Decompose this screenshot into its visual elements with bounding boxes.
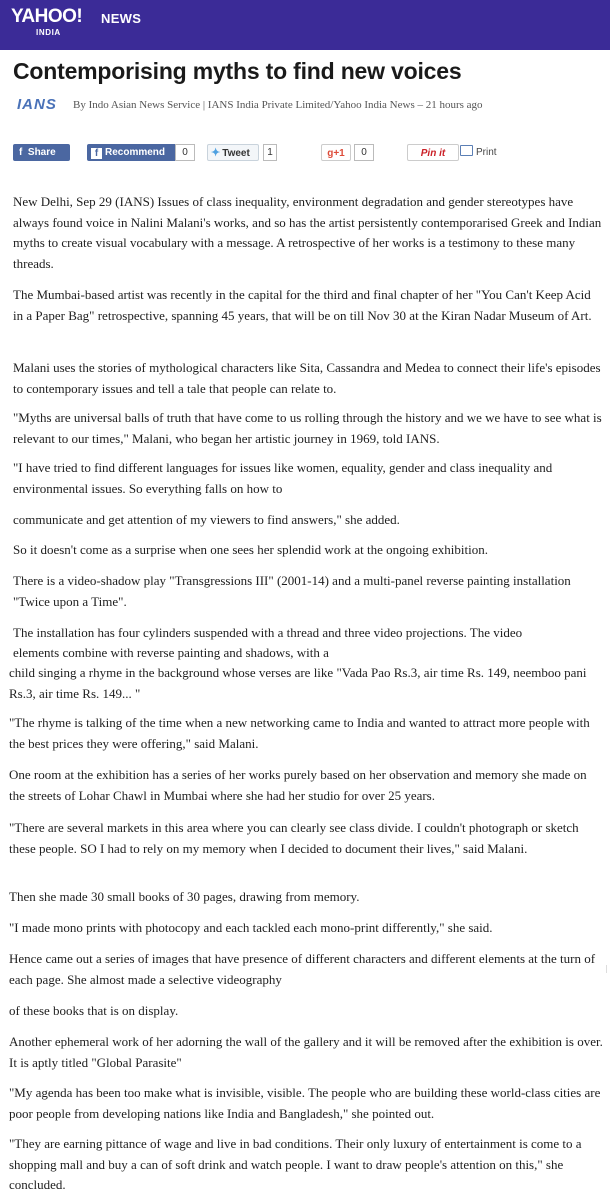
news-section-label[interactable]: NEWS — [101, 11, 142, 26]
article-paragraph: "The rhyme is talking of the time when a new networking came to India and wanted to attract more people with the best prices they were offering," said Malani. — [9, 715, 590, 751]
article-paragraph: One room at the exhibition has a series of her works purely based on her observation and memory she made on the streets of Lohar Chawl in Mumbai where she had her studio for over 25 years. — [9, 767, 587, 803]
article-paragraph: Another ephemeral work of her adorning the wall of the gallery and it will be removed after the exhibition is over. It is aptly titled "Global Parasite" — [9, 1034, 603, 1070]
article-paragraph: of these books that is on display. — [9, 1003, 179, 1018]
article-paragraph: "I have tried to find different languages for issues like women, equality, gender and class inequality and environmental issues. So everything falls on how to — [13, 460, 553, 496]
article-paragraph: "There are several markets in this area where you can clearly see class divide. I couldn't photograph or sketch these people. SO I had to rely on my memory when I decided to document their lives," said Malani. — [9, 820, 579, 856]
facebook-icon: f — [19, 147, 23, 158]
facebook-icon: f — [91, 148, 102, 159]
twitter-bird-icon: ✦ — [211, 147, 221, 159]
article-paragraph: Then she made 30 small books of 30 pages, drawing from memory. — [9, 889, 360, 904]
article-paragraph: Hence came out a series of images that have presence of different characters and different elements at the turn of each page. She almost made a selective videography — [9, 951, 596, 987]
recommend-count: 0 — [175, 144, 195, 161]
article-paragraph: "Myths are universal balls of truth that have come to us rolling through the history and we we have to see what is relevant to our times," Malani, who began her artistic journey in 1969, told IANS. — [13, 410, 602, 446]
facebook-share-button[interactable] — [13, 144, 70, 161]
site-header — [0, 0, 610, 50]
tweet-count: 1 — [263, 144, 277, 161]
scroll-marker — [606, 965, 607, 973]
article-paragraph: "My agenda has been too make what is invisible, visible. The people who are building these world-class cities are poor people from developing nations like India and Bangladesh," she pointed out. — [9, 1085, 601, 1121]
pinterest-pin-button[interactable]: Pin it — [407, 144, 459, 161]
article-paragraph: child singing a rhyme in the background whose verses are like "Vada Pao Rs.3, air time Rs. 149, neemboo pani Rs.3, air time Rs. 149... " — [9, 665, 587, 701]
article-title: Contemporising myths to find new voices — [13, 58, 462, 84]
article-paragraph: So it doesn't come as a surprise when one sees her splendid work at the ongoing exhibition. — [13, 542, 488, 557]
article-paragraph: There is a video-shadow play "Transgressions III" (2001-14) and a multi-panel reverse painting installation "Twice upon a Time". — [13, 573, 571, 609]
yahoo-logo[interactable]: YAHOO! — [11, 6, 83, 27]
article-paragraph: The Mumbai-based artist was recently in the capital for the third and final chapter of her "You Can't Keep Acid in a Paper Bag" retrospective, spanning 45 years, that will be on till Nov 30 at the Kiran Nadar Museum of Art. — [13, 287, 592, 323]
article-paragraph: elements combine with reverse painting and shadows, with a — [13, 645, 329, 660]
article-byline: By Indo Asian News Service | IANS India Private Limited/Yahoo India News – 21 hours ago — [73, 99, 483, 111]
article-paragraph: communicate and get attention of my viewers to find answers," she added. — [13, 512, 400, 527]
google-plus-count: 0 — [354, 144, 374, 161]
article-paragraph: New Delhi, Sep 29 (IANS) Issues of class inequality, environment degradation and gender stereotypes have always found voice in Nalini Malani's works, and so has the artist persistently contemporarised Greek and Indian myths to create visual vocabulary with a message. A retrospective of her works is a testimony to these many threads. — [13, 194, 602, 271]
recommend-label: Recommend — [105, 147, 166, 158]
facebook-share-label: Share — [27, 147, 56, 158]
google-plus-button[interactable]: g+1 — [321, 144, 351, 161]
print-link[interactable] — [460, 144, 497, 161]
facebook-recommend-button[interactable] — [87, 144, 181, 161]
tweet-label: Tweet — [222, 148, 250, 159]
edition-label: INDIA — [36, 28, 61, 37]
article-paragraph: The installation has four cylinders suspended with a thread and three video projections. The video — [13, 625, 523, 640]
share-toolbar — [13, 144, 603, 162]
article-paragraph: Malani uses the stories of mythological characters like Sita, Cassandra and Medea to connect their life's episodes to contemporary issues and tell a tale that people can relate to. — [13, 360, 601, 396]
print-label: Print — [476, 147, 497, 158]
article-paragraph: "I made mono prints with photocopy and each tackled each mono-print differently," she said. — [9, 920, 493, 935]
tweet-button[interactable] — [207, 144, 259, 161]
article-paragraph: "They are earning pittance of wage and live in bad conditions. Their only luxury of entertainment is come to a shopping mall and buy a can of soft drink and watch people. I want to draw people's attention on this," she concluded. — [9, 1136, 582, 1192]
printer-icon — [460, 145, 473, 156]
source-logo[interactable]: IANS — [17, 96, 57, 113]
